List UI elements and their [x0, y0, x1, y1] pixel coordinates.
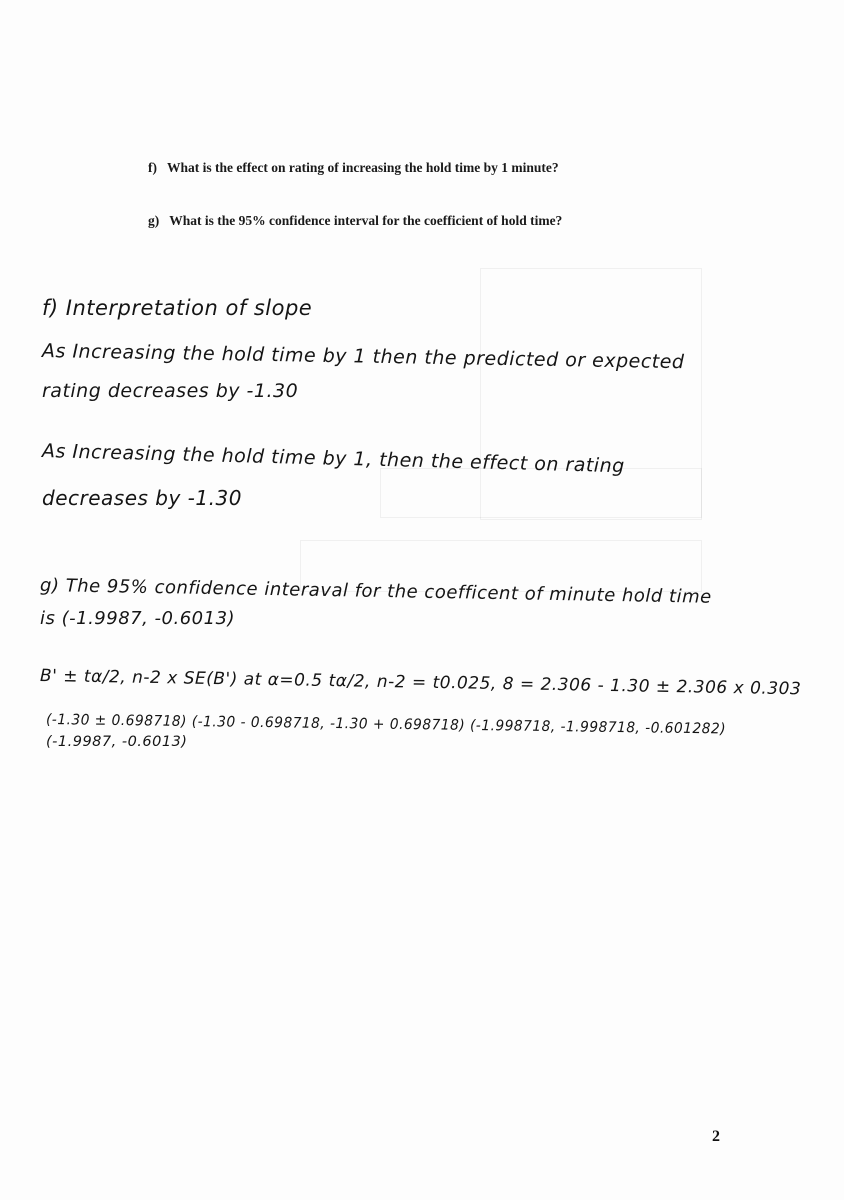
question-g [148, 213, 562, 229]
answer-g-formula: B' ± tα/2, n-2 x SE(B') at α=0.5 tα/2, n-2 = t0.025, 8 = 2.306 - 1.30 ± 2.306 x 0.303 [39, 666, 802, 700]
answer-f-line-2: rating decreases by -1.30 [42, 380, 299, 402]
answer-f-line-1: As Increasing the hold time by 1 then the predicted or expected [41, 340, 685, 374]
answer-g-line-2: is (-1.9987, -0.6013) [40, 608, 236, 629]
answer-f-title: f) Interpretation of slope [42, 296, 313, 320]
answer-g-work-2: (-1.9987, -0.6013) [46, 734, 188, 750]
answer-f-line-3: As Increasing the hold time by 1, then the effect on rating [41, 440, 625, 478]
page-number: 2 [712, 1128, 720, 1145]
question-f [148, 160, 559, 176]
answer-g-line-1: g) The 95% confidence interaval for the coefficent of minute hold time [39, 575, 712, 608]
bleed-through-table-row [380, 468, 702, 518]
question-g-text: What is the 95% confidence interval for the coefficient of hold time? [169, 213, 563, 228]
answer-f-line-4: decreases by -1.30 [42, 486, 242, 510]
question-f-label: f) [148, 160, 157, 175]
question-f-text: What is the effect on rating of increasing the hold time by 1 minute? [167, 160, 559, 175]
answer-g-work-1: (-1.30 ± 0.698718) (-1.30 - 0.698718, -1.30 + 0.698718) (-1.998718, -1.998718, -0.601282) [45, 712, 727, 738]
question-g-label: g) [148, 213, 160, 228]
